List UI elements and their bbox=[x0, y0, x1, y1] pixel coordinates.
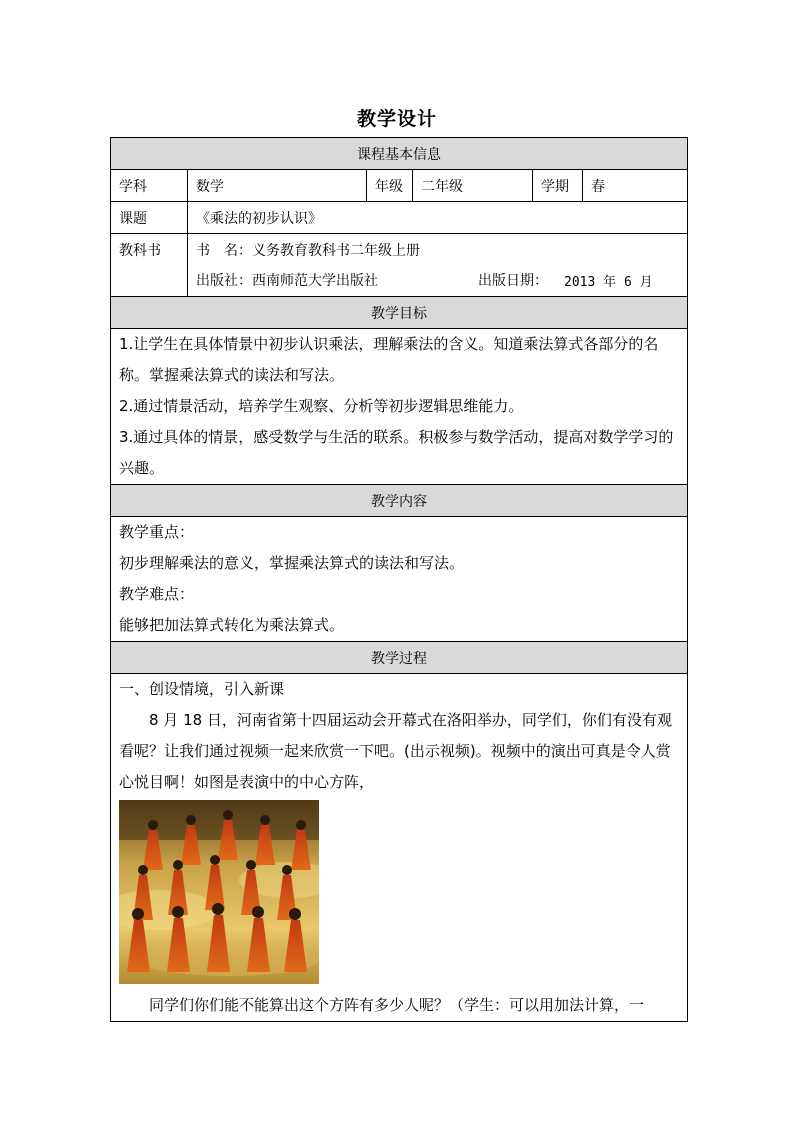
subject-value: 数学 bbox=[188, 170, 367, 202]
content-block bbox=[111, 517, 688, 642]
publisher-label: 出版社： bbox=[196, 273, 252, 289]
difficulty-label: 教学难点： bbox=[119, 585, 195, 603]
subject-label: 学科 bbox=[111, 170, 188, 202]
section-header-content: 教学内容 bbox=[111, 485, 688, 517]
topic-value: 《乘法的初步认识》 bbox=[188, 202, 688, 234]
key-point-text: 初步理解乘法的意义，掌握乘法算式的读法和写法。 bbox=[119, 554, 465, 572]
document-title: 教学设计 bbox=[356, 108, 437, 130]
goals-block bbox=[111, 329, 688, 485]
goal-item: 2.通过情景活动，培养学生观察、分析等初步逻辑思维能力。 bbox=[119, 397, 524, 415]
performance-photo bbox=[119, 800, 319, 984]
term-value: 春 bbox=[583, 170, 688, 202]
difficulty-text: 能够把加法算式转化为乘法算式。 bbox=[119, 616, 345, 634]
lesson-plan-table bbox=[110, 137, 688, 1022]
section-header-basic-info: 课程基本信息 bbox=[111, 138, 688, 170]
pub-date-label: 出版日期： bbox=[478, 273, 548, 289]
process-block bbox=[111, 674, 688, 1022]
goal-item: 3.通过具体的情景，感受数学与生活的联系。积极参与数学活动，提高对数学学习的兴趣。 bbox=[119, 428, 674, 477]
publisher-value: 西南师范大学出版社 bbox=[252, 273, 378, 289]
topic-label: 课题 bbox=[111, 202, 188, 234]
key-point-label: 教学重点： bbox=[119, 523, 195, 541]
term-label: 学期 bbox=[533, 170, 583, 202]
grade-value: 二年级 bbox=[413, 170, 533, 202]
process-paragraph: 同学们你们能不能算出这个方阵有多少人呢？（学生：可以用加法计算，一 bbox=[149, 996, 645, 1014]
goal-item: 1.让学生在具体情景中初步认识乘法，理解乘法的含义。知道乘法算式各部分的名称。掌握乘法算式的读法和写法。 bbox=[119, 335, 659, 384]
textbook-label: 教科书 bbox=[111, 234, 188, 297]
textbook-info bbox=[188, 234, 688, 297]
pub-date-value: 2013 年 6 月 bbox=[564, 274, 653, 290]
publisher bbox=[196, 270, 478, 290]
book-name-row bbox=[196, 235, 679, 265]
book-name-value: 义务教育教科书二年级上册 bbox=[252, 242, 420, 259]
section-header-goals: 教学目标 bbox=[111, 297, 688, 329]
publisher-row bbox=[196, 265, 679, 296]
grade-label: 年级 bbox=[367, 170, 413, 202]
section-header-process: 教学过程 bbox=[111, 642, 688, 674]
process-step-heading: 一、创设情境，引入新课 bbox=[119, 680, 285, 698]
process-paragraph: 8 月 18 日，河南省第十四届运动会开幕式在洛阳举办，同学们，你们有没有观看呢？让我们通过视频一起来欣赏一下吧。(出示视频)。视频中的演出可真是令人赏心悦目啊！如图是表演中的中心方阵， bbox=[119, 711, 672, 791]
book-name-label: 书 名： bbox=[196, 242, 252, 259]
